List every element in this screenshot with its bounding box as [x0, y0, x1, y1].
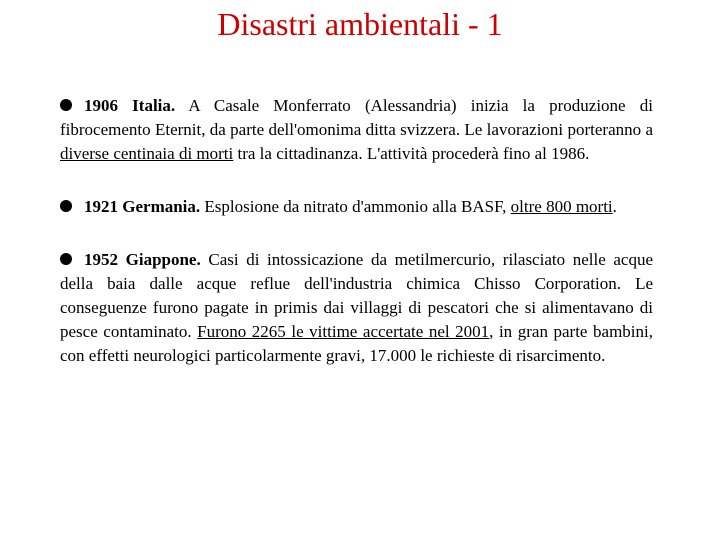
item-text: .	[612, 197, 617, 216]
item-heading: 1906 Italia.	[84, 96, 176, 115]
item-heading: 1921 Germania.	[84, 197, 201, 216]
item-text: Casi di intossicazione da metilmercurio, rilasciato nelle acque della baia dalle acque reflue dell'industria chimica Chisso Corporation. Le conseguenze furono pagate in primis dai villaggi di pescatori che si alimentavano di pesce contaminato.	[60, 250, 654, 341]
item-underlined-text: diverse centinaia di morti	[60, 144, 234, 163]
bullet-item-1952	[60, 248, 653, 368]
item-text: A Casale Monferrato (Alessandria) inizia la produzione di fibrocemento Eternit, da parte dell'omonima ditta svizzera. Le lavorazioni porteranno a	[60, 96, 653, 139]
bullet-list	[60, 94, 653, 397]
item-text: tra la cittadinanza. L'attività procederà fino al 1986.	[233, 144, 590, 163]
bullet-dot-icon	[60, 253, 72, 265]
bullet-dot-icon	[60, 200, 72, 212]
item-heading: 1952 Giappone.	[84, 250, 201, 269]
bullet-item-1906	[60, 94, 653, 166]
item-underlined-text: Furono 2265 le vittime accertate nel 2001	[197, 322, 490, 341]
slide-title: Disastri ambientali - 1	[217, 6, 503, 42]
item-text: Esplosione da nitrato d'ammonio alla BASF,	[200, 197, 511, 216]
item-underlined-text: oltre 800 morti	[510, 197, 613, 216]
item-text: , in gran parte bambini, con effetti neurologici particolarmente gravi, 17.000 le richieste di risarcimento.	[60, 322, 653, 365]
bullet-dot-icon	[60, 99, 72, 111]
bullet-item-1921	[60, 195, 653, 219]
